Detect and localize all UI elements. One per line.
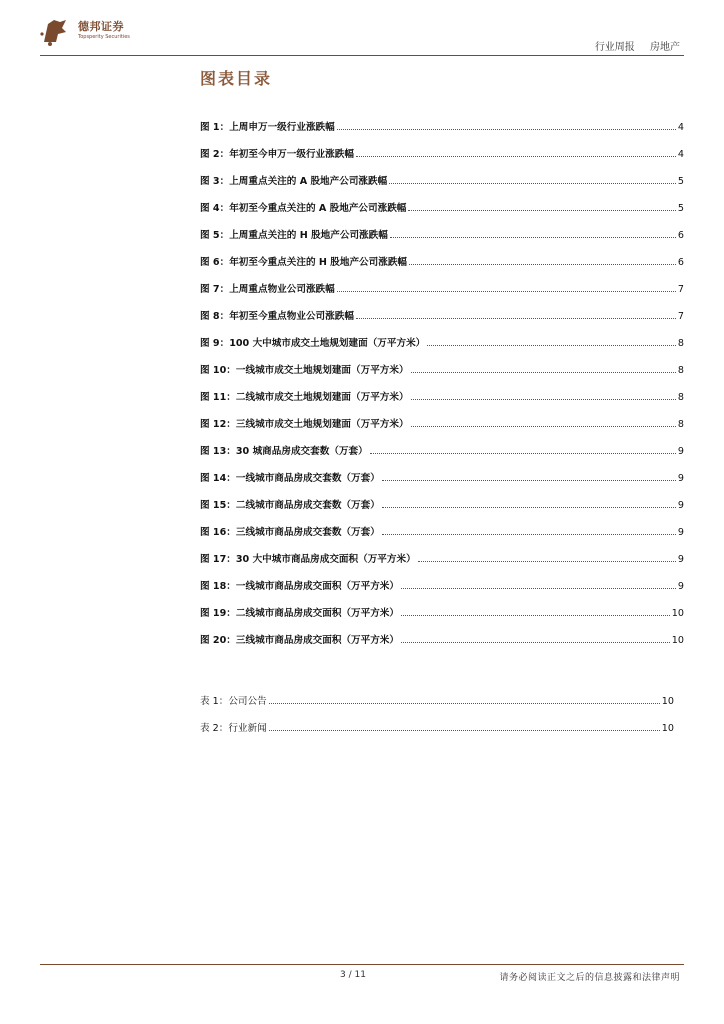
entry-page: 9 [677,527,684,538]
toc-entry[interactable] [200,241,684,268]
entry-label: 图 19：二线城市商品房成交面积（万平方米） [200,608,399,619]
entry-page: 8 [677,365,684,376]
leader-dots [382,480,676,481]
toc-entry[interactable] [200,376,684,403]
table-list [200,680,674,734]
leader-dots [427,345,676,346]
leader-dots [411,372,676,373]
leader-dots [382,534,676,535]
leader-dots [370,453,676,454]
toc-entry[interactable] [200,133,684,160]
leader-dots [401,588,676,589]
figure-list [200,106,684,646]
entry-page: 7 [677,284,684,295]
entry-label: 图 12：三线城市成交土地规划建面（万平方米） [200,419,409,430]
entry-label: 图 10：一线城市成交土地规划建面（万平方米） [200,365,409,376]
toc-entry[interactable] [200,187,684,214]
toc-entry[interactable] [200,592,684,619]
leader-dots [411,399,676,400]
company-name: 德邦证券 [78,20,124,33]
entry-label: 图 3：上周重点关注的 A 股地产公司涨跌幅 [200,176,388,187]
entry-page: 10 [671,635,684,646]
leader-dots [408,210,675,211]
entry-page: 10 [661,696,674,707]
entry-label: 图 4：年初至今重点关注的 A 股地产公司涨跌幅 [200,203,407,214]
entry-page: 4 [677,122,684,133]
leader-dots [389,183,676,184]
leader-dots [401,642,670,643]
leader-dots [356,156,676,157]
entry-label: 图 8：年初至今重点物业公司涨跌幅 [200,311,354,322]
leader-dots [269,703,660,704]
leader-dots [337,291,676,292]
report-type: 行业周报 [594,42,635,53]
report-meta [583,38,680,53]
company-name-en: Topsperity Securities [78,34,130,40]
entry-page: 9 [677,446,684,457]
leader-dots [401,615,670,616]
entry-page: 10 [661,723,674,734]
entry-page: 4 [677,149,684,160]
entry-label: 图 13：30 城商品房成交套数（万套） [200,446,368,457]
disclaimer-note: 请务必阅读正文之后的信息披露和法律声明 [499,973,680,983]
toc-entry[interactable] [200,707,674,734]
entry-label: 表 1：公司公告 [200,696,267,707]
leader-dots [418,561,676,562]
entry-label: 图 17：30 大中城市商品房成交面积（万平方米） [200,554,416,565]
entry-page: 7 [677,311,684,322]
toc-entry[interactable] [200,295,684,322]
toc-entry[interactable] [200,106,684,133]
entry-page: 8 [677,338,684,349]
entry-label: 图 16：三线城市商品房成交套数（万套） [200,527,380,538]
logo-mark-icon [38,14,72,48]
toc-entry[interactable] [200,268,684,295]
toc-entry[interactable] [200,457,684,484]
leader-dots [390,237,676,238]
entry-label: 图 18：一线城市商品房成交面积（万平方米） [200,581,399,592]
entry-page: 9 [677,500,684,511]
toc-entry[interactable] [200,484,684,511]
entry-label: 图 20：三线城市商品房成交面积（万平方米） [200,635,399,646]
entry-label: 图 15：二线城市商品房成交套数（万套） [200,500,380,511]
leader-dots [411,426,676,427]
footer-divider [40,964,684,965]
entry-label: 图 2：年初至今申万一级行业涨跌幅 [200,149,354,160]
toc-entry[interactable] [200,349,684,376]
leader-dots [382,507,676,508]
entry-page: 8 [677,392,684,403]
entry-label: 图 9：100 大中城市成交土地规划建面（万平方米） [200,338,426,349]
entry-page: 9 [677,554,684,565]
entry-label: 图 1：上周申万一级行业涨跌幅 [200,122,335,133]
toc-entry[interactable] [200,538,684,565]
toc-entry[interactable] [200,322,684,349]
toc-entry[interactable] [200,160,684,187]
page-header [0,0,724,60]
toc-entry[interactable] [200,430,684,457]
company-logo [38,14,158,50]
entry-page: 5 [677,176,684,187]
report-sector: 房地产 [650,42,680,53]
leader-dots [409,264,676,265]
entry-page: 9 [677,581,684,592]
toc-entry[interactable] [200,680,674,707]
leader-dots [337,129,676,130]
leader-dots [269,730,660,731]
entry-label: 图 14：一线城市商品房成交套数（万套） [200,473,380,484]
toc-entry[interactable] [200,565,684,592]
toc-entry[interactable] [200,619,684,646]
toc-title: 图表目录 [200,69,273,88]
entry-label: 表 2：行业新闻 [200,723,267,734]
entry-page: 9 [677,473,684,484]
toc-entry[interactable] [200,214,684,241]
page-number: 3 / 11 [340,970,366,980]
entry-label: 图 11：二线城市成交土地规划建面（万平方米） [200,392,409,403]
toc-entry[interactable] [200,511,684,538]
entry-page: 6 [677,257,684,268]
entry-label: 图 5：上周重点关注的 H 股地产公司涨跌幅 [200,230,388,241]
entry-label: 图 7：上周重点物业公司涨跌幅 [200,284,335,295]
entry-page: 5 [677,203,684,214]
entry-page: 10 [671,608,684,619]
entry-label: 图 6：年初至今重点关注的 H 股地产公司涨跌幅 [200,257,408,268]
toc-entry[interactable] [200,403,684,430]
entry-page: 6 [677,230,684,241]
entry-page: 8 [677,419,684,430]
leader-dots [356,318,676,319]
header-divider [40,55,684,56]
